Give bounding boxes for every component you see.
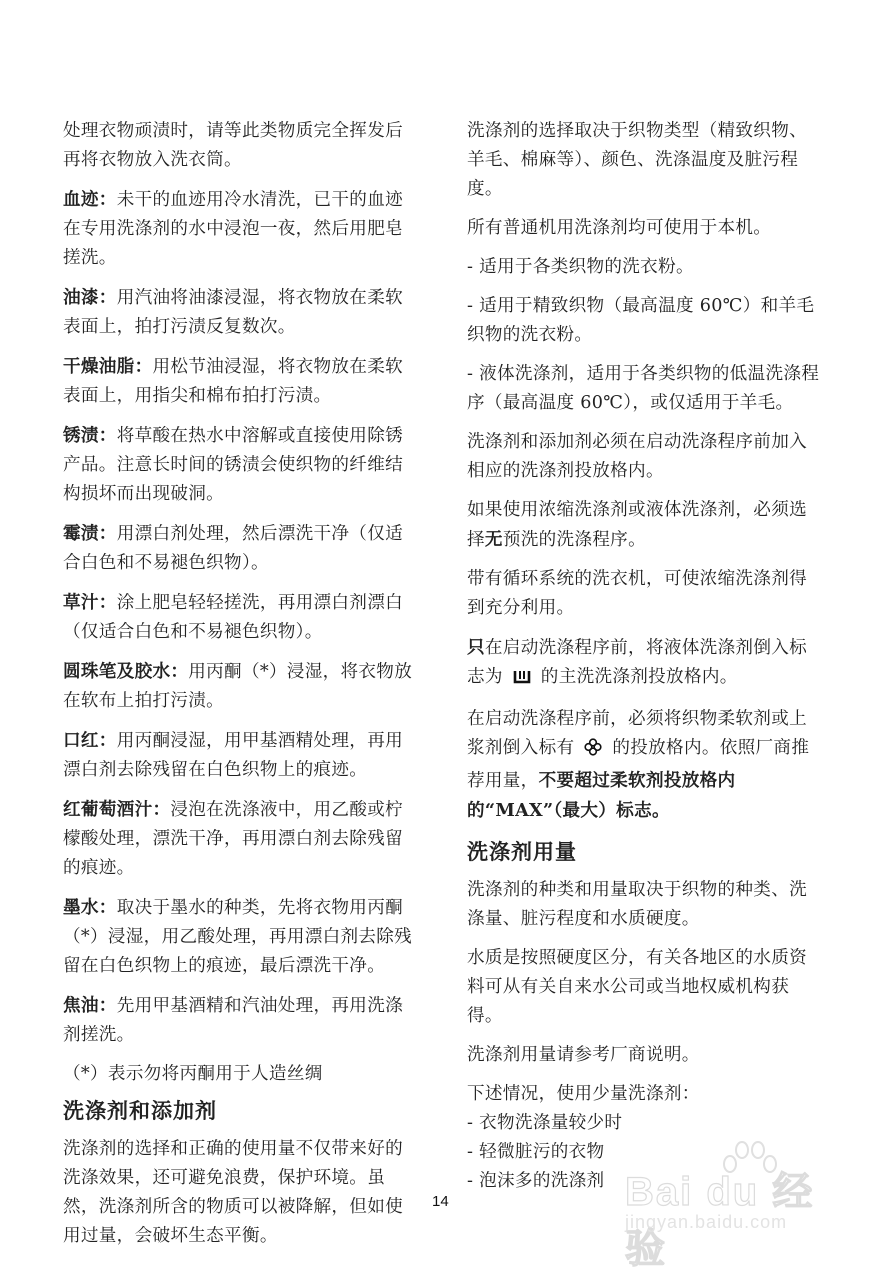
concentrated-paragraph: [467, 496, 823, 555]
list-item: - 轻微脏污的衣物: [467, 1142, 605, 1162]
stain-term: 圆珠笔及胶水：: [63, 661, 189, 682]
stain-text: 用汽油将油漆浸湿，将衣物放在柔软表面上，拍打污渍反复数次。: [63, 288, 403, 337]
stain-term: 霉渍：: [63, 523, 117, 544]
section-body-detergents: 洗涤剂的选择和正确的使用量不仅带来好的洗涤效果，还可避免浪费，保护环境。虽然，洗涤剂所含的物质可以被降解，但如使用过量，会破坏生态平衡。: [63, 1139, 403, 1246]
detergent-compat-paragraph: 所有普通机用洗涤剂均可使用于本机。: [467, 218, 772, 238]
list-item: - 泡沫多的洗涤剂: [467, 1171, 605, 1191]
water-hardness-paragraph: 水质是按照硬度区分，有关各地区的水质资料可从有关自来水公司或当地权威机构获得。: [467, 948, 807, 1026]
list-item: - 衣物洗涤量较少时: [467, 1113, 623, 1133]
stain-text: 用松节油浸湿，将衣物放在柔软表面上，用指尖和棉布拍打污渍。: [63, 357, 403, 406]
stain-rust: [63, 421, 419, 509]
stain-mould: [63, 519, 419, 578]
stain-red-wine: [63, 795, 419, 883]
stain-term: 草汁：: [63, 592, 117, 613]
emphasis-text: 不要超过柔软剂投放格内的“MAX”（最大）标志。: [467, 770, 736, 821]
stain-text: 浸泡在洗涤液中，用乙酸或柠檬酸处理，漂洗干净，再用漂白剂去除残留的痕迹。: [63, 800, 403, 878]
stain-text: 将草酸在热水中溶解或直接使用除锈产品。注意长时间的锈渍会使织物的纤维结构损坏而出现破洞。: [63, 426, 403, 504]
watermark-url: jingyan.baidu.com: [625, 1212, 788, 1232]
text-fragment: 的投放格内。依照厂商推荐用量，: [467, 738, 810, 791]
bullet-liquid: - 液体洗涤剂，适用于各类织物的低温洗涤程序（最高温度 60℃），或仅适用于羊毛。: [467, 364, 820, 413]
stain-text: 取决于墨水的种类，先将衣物用丙酮（*）浸湿，用乙酸处理，再用漂白剂去除残留在白色织物上的痕迹，最后漂洗干净。: [63, 898, 413, 976]
list-intro: 下述情况，使用少量洗涤剂：: [467, 1084, 700, 1104]
stain-ballpoint-glue: [63, 657, 419, 716]
acetone-footnote: （*）表示勿将丙酮用于人造丝绸: [63, 1064, 323, 1084]
stain-blood: [63, 185, 419, 273]
stain-term: 红葡萄酒汁：: [63, 799, 171, 820]
page-number: 14: [432, 1193, 449, 1210]
stain-text: 用漂白剂处理，然后漂洗干净（仅适合白色和不易褪色织物）。: [63, 524, 403, 573]
emphasis-text: 只: [467, 637, 485, 658]
dosage-paragraph: 洗涤剂的种类和用量取决于织物的种类、洗涤量、脏污程度和水质硬度。: [467, 880, 807, 929]
stain-text: 先用甲基酒精和汽油处理，再用洗涤剂搓洗。: [63, 996, 403, 1045]
stain-term: 墨水：: [63, 897, 117, 918]
stain-term: 血迹：: [63, 189, 117, 210]
stain-term: 口红：: [63, 730, 117, 751]
stain-text: 未干的血迹用冷水清洗，已干的血迹在专用洗涤剂的水中浸泡一夜，然后用肥皂搓洗。: [63, 190, 403, 268]
stain-lipstick: [63, 726, 419, 785]
text-fragment: 在启动洗涤程序前，必须将织物柔软剂或上浆剂倒入标有: [467, 709, 807, 758]
baidu-watermark: [625, 1140, 835, 1271]
section-title-detergents-additives: 洗涤剂和添加剂: [63, 1099, 217, 1123]
stain-dry-grease: [63, 352, 419, 411]
text-fragment: 如果使用浓缩洗涤剂或液体洗涤剂，必须选择: [467, 500, 807, 550]
stain-term: 焦油：: [63, 995, 117, 1016]
stain-term: 干燥油脂：: [63, 356, 153, 377]
watermark-brand: Bai du 经验: [625, 1170, 815, 1271]
section-title-detergent-dosage: 洗涤剂用量: [467, 840, 577, 864]
stain-text: 用丙酮浸湿，用甲基酒精处理，再用漂白剂去除残留在白色织物上的痕迹。: [63, 731, 403, 780]
stain-paint: [63, 283, 419, 342]
stain-ink: [63, 893, 419, 981]
stain-text: 用丙酮（*）浸湿，将衣物放在软布上拍打污渍。: [63, 662, 413, 711]
stain-text: 涂上肥皂轻轻搓洗，再用漂白剂漂白（仅适合白色和不易褪色织物）。: [63, 593, 403, 642]
bullet-powder-all: - 适用于各类织物的洗衣粉。: [467, 257, 694, 277]
stain-grass: [63, 588, 419, 647]
stain-term: 锈渍：: [63, 425, 117, 446]
recirculation-paragraph: 带有循环系统的洗衣机，可使浓缩洗涤剂得到充分利用。: [467, 569, 807, 618]
stain-tar: [63, 991, 419, 1050]
detergent-choice-paragraph: 洗涤剂的选择取决于织物类型（精致织物、羊毛、棉麻等）、颜色、洗涤温度及脏污程度。: [467, 121, 807, 199]
text-fragment: 在启动洗涤程序前，将液体洗涤剂倒入标志为: [467, 638, 807, 687]
text-fragment: 预洗的洗涤程序。: [502, 530, 646, 550]
main-wash-compartment-icon: [513, 666, 531, 695]
text-fragment: 的主洗洗涤剂投放格内。: [540, 667, 738, 687]
manufacturer-instructions-paragraph: 洗涤剂用量请参考厂商说明。: [467, 1045, 700, 1065]
add-before-start-paragraph: 洗涤剂和添加剂必须在启动洗涤程序前加入相应的洗涤剂投放格内。: [467, 432, 807, 481]
right-column: [467, 117, 823, 1196]
left-column: [63, 117, 419, 1261]
stain-term: 油漆：: [63, 287, 117, 308]
liquid-detergent-paragraph: [467, 633, 823, 695]
bullet-powder-delicate: - 适用于精致织物（最高温度 60℃）和羊毛织物的洗衣粉。: [467, 296, 815, 345]
softener-flower-icon: [584, 737, 602, 766]
emphasis-text: 无: [484, 529, 503, 550]
intro-paragraph: 处理衣物顽渍时，请等此类物质完全挥发后再将衣物放入洗衣筒。: [63, 121, 403, 170]
softener-paragraph: [467, 705, 823, 826]
